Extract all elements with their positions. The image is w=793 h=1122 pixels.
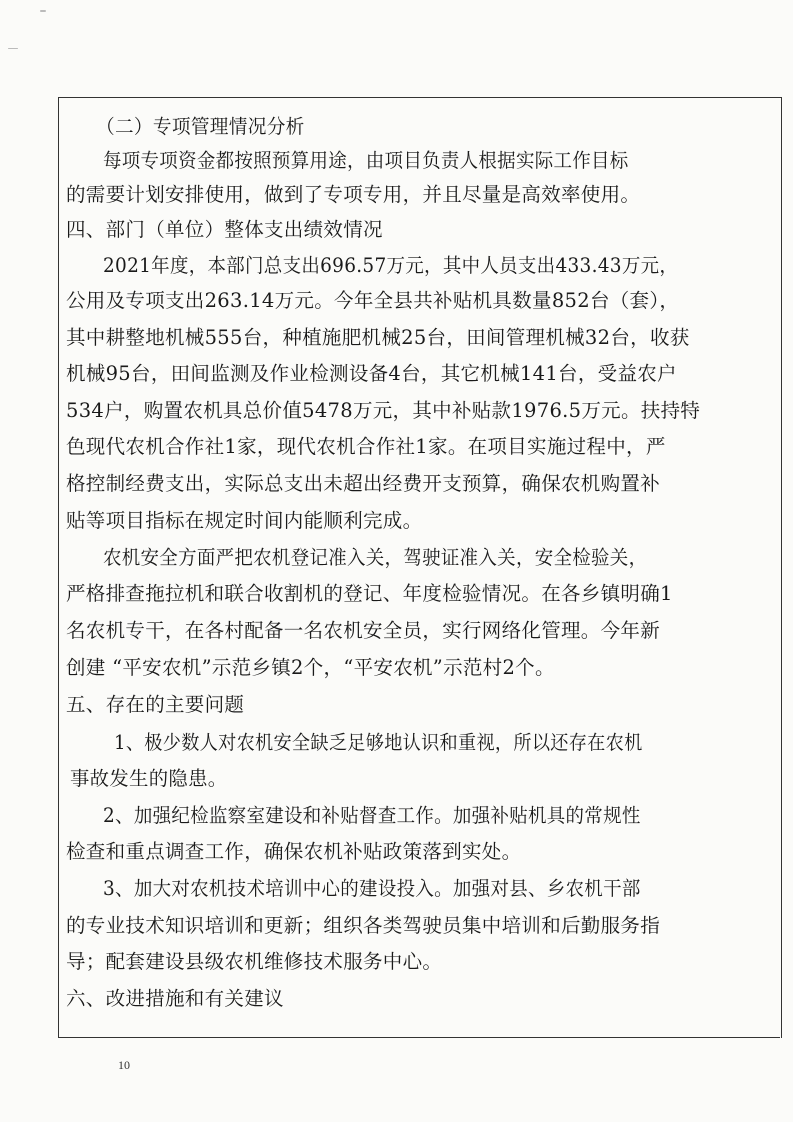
paragraph-line: 1、极少数人对农机安全缺乏足够地认识和重视，所以还存在农机 [114,731,643,754]
paragraph-line: 公用及专项支出263.14万元。今年全县共补贴机具数量852台（套）， [66,289,680,312]
paragraph-line: 严格排查拖拉机和联合收割机的登记、年度检验情况。在各乡镇明确1 [66,582,673,605]
paragraph-line: 农机安全方面严把农机登记准入关，驾驶证准入关，安全检验关， [103,546,648,569]
paragraph-line: 机械95台，田间监测及作业检测设备4台，其它机械141台，受益农户 [66,362,677,385]
paragraph-line: 创建 “平安农机”示范乡镇2个，“平安农机”示范村2个。 [66,656,555,679]
paragraph-line: 的需要计划安排使用，做到了专项专用，并且尽量是高效率使用。 [66,183,641,206]
paragraph-line: 名农机专干，在各村配备一名农机安全员，实行网络化管理。今年新 [66,619,661,642]
section-heading: 四、部门（单位）整体支出绩效情况 [66,218,383,241]
paragraph-line: 色现代农机合作社1家，现代农机合作社1家。在项目实施过程中，严 [66,435,666,458]
section-heading: 六、改进措施和有关建议 [66,987,284,1010]
paragraph-line: 贴等项目指标在规定时间内能顺利完成。 [66,509,423,532]
page-number: 10 [118,1058,130,1072]
paragraph-line: 事故发生的隐患。 [70,767,228,790]
paragraph-line: 2021年度，本部门总支出696.57万元，其中人员支出433.43万元， [103,254,679,277]
paragraph-line: 2、加强纪检监察室建设和补贴督查工作。加强补贴机具的常规性 [103,804,641,827]
section-heading: （二）专项管理情况分析 [96,115,305,138]
paragraph-line: 格控制经费支出，实际总支出未超出经费开支预算，确保农机购置补 [66,472,661,495]
scan-mark [8,48,18,49]
paragraph-line: 的专业技术知识培训和更新；组织各类驾驶员集中培训和后勤服务指 [66,914,661,937]
paragraph-line: 3、加大对农机技术培训中心的建设投入。加强对县、乡农机干部 [103,877,641,900]
scan-mark [40,10,46,12]
paragraph-line: 534户，购置农机具总价值5478万元，其中补贴款1976.5万元。扶持特 [66,399,701,422]
paragraph-line: 每项专项资金都按照预算用途，由项目负责人根据实际工作目标 [103,149,629,172]
paragraph-line: 其中耕整地机械555台，种植施肥机械25台，田间管理机械32台，收获 [66,326,690,349]
paragraph-line: 检查和重点调查工作，确保农机补贴政策落到实处。 [66,840,522,863]
paragraph-line: 导；配套建设县级农机维修技术服务中心。 [66,950,443,973]
section-heading: 五、存在的主要问题 [66,693,245,716]
table-divider [58,1037,780,1038]
